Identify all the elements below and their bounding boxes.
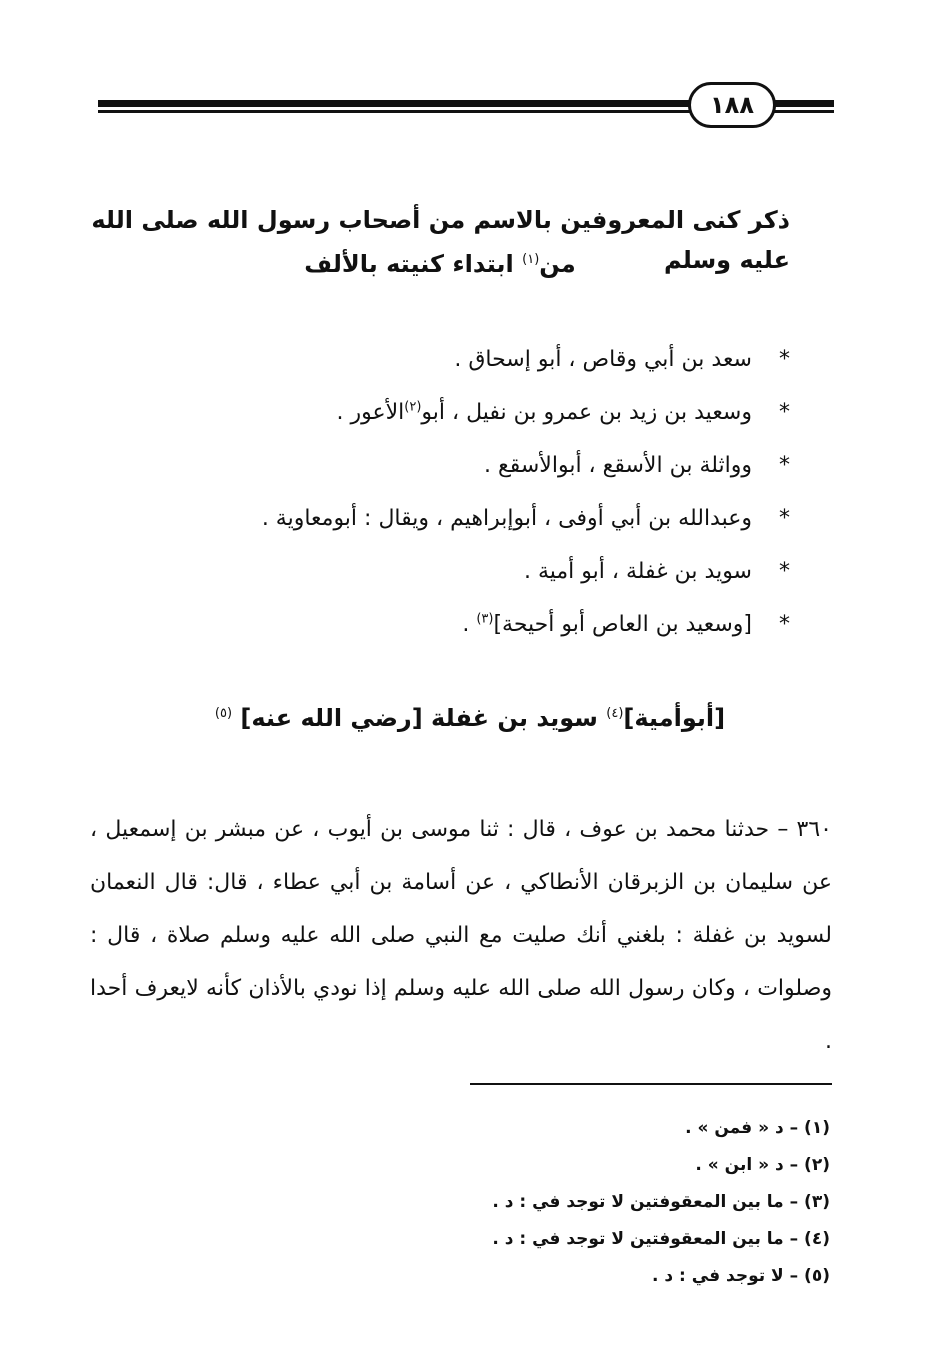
footnote-ref-3: (٣): [476, 611, 494, 627]
chapter-heading-line2: [90, 244, 790, 284]
footnotes-list: [300, 1113, 830, 1298]
list-item-text: وواثلة بن الأسقع ، أبوالأسقع .: [484, 453, 752, 478]
list-item: [200, 499, 790, 552]
list-item-text-end: .: [462, 612, 477, 637]
bullet-star-icon: *: [779, 612, 790, 637]
bullet-star-icon: *: [779, 400, 790, 425]
footnote-ref-5: (٥): [214, 706, 233, 721]
footnote-ref-1: (١): [522, 252, 540, 267]
list-item: [200, 552, 790, 605]
bullet-star-icon: *: [779, 347, 790, 372]
list-item: [200, 446, 790, 499]
header-rule: [98, 91, 834, 120]
heading-line2-suffix: ابتداء كنيته بالألف: [304, 250, 523, 278]
footnote-item: (٤) – ما بين المعقوفتين لا توجد في : د .: [492, 1229, 830, 1249]
section-title-kunya: [أبوأمية]: [623, 704, 726, 732]
list-item: [200, 393, 790, 446]
list-item: [200, 340, 790, 393]
companions-list: [200, 340, 790, 658]
footnote-separator: [470, 1083, 832, 1085]
chapter-heading-line1: ذكر كنى المعروفين بالاسم من أصحاب رسول الله صلى الله عليه وسلم: [91, 206, 790, 274]
footnote-item: (١) – د « فمن » .: [685, 1118, 830, 1138]
page-number: ١٨٨: [688, 82, 776, 128]
footnote-item: (٥) – لا توجد في : د .: [652, 1266, 830, 1286]
bullet-star-icon: *: [779, 559, 790, 584]
list-item-text: سويد بن غفلة ، أبو أمية .: [523, 559, 752, 584]
footnote-ref-4: (٤): [606, 706, 624, 721]
bullet-star-icon: *: [779, 506, 790, 531]
list-item-text: سعد بن أبي وقاص ، أبو إسحاق .: [454, 347, 752, 372]
footnote-ref-2: (٢): [404, 399, 422, 415]
list-item-text-end: الأعور .: [336, 400, 405, 425]
section-title: [90, 698, 850, 738]
footnote-item: (٣) – ما بين المعقوفتين لا توجد في : د .: [492, 1192, 830, 1212]
list-item: [200, 605, 790, 658]
bullet-star-icon: *: [779, 453, 790, 478]
list-item-text: [وسعيد بن العاص أبو أحيحة]: [493, 612, 752, 637]
hadith-paragraph: ٣٦٠ – حدثنا محمد بن عوف ، قال : ثنا موسى بن أيوب ، عن مبشر بن إسمعيل ، عن سليمان بن الزبرقان الأنطاكي ، عن أسامة بن أبي عطاء ، قال: قال النعمان لسويد بن غفلة : بلغني أنك صليت مع النبي صلى الله عليه وسلم صلاة ، قال : وصلوات ، وكان رسول الله صلى الله عليه وسلم إذا نودي بالأذان كأنه لايعرف أحدا .: [90, 817, 832, 1054]
heading-line2-prefix: من: [539, 250, 576, 278]
list-item-text: وسعيد بن زيد بن عمرو بن نفيل ، أبو: [421, 400, 752, 425]
list-item-text: وعبدالله بن أبي أوفى ، أبوإبراهيم ، ويقال : أبومعاوية .: [261, 506, 752, 531]
footnote-item: (٢) – د « ابن » .: [695, 1155, 830, 1175]
section-title-name: سويد بن غفلة [رضي الله عنه]: [240, 704, 607, 732]
